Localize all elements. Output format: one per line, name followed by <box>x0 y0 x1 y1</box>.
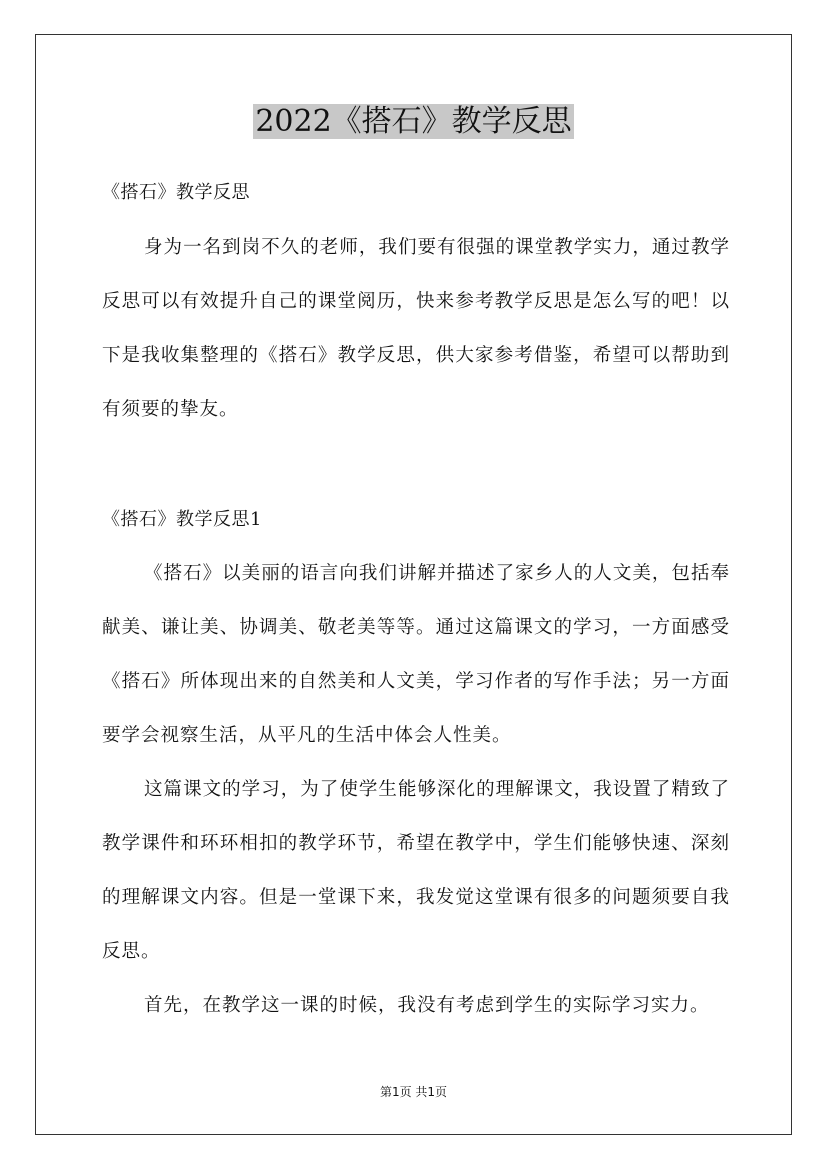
page-footer: 第1页 共1页 <box>379 1085 448 1099</box>
intro-heading: 《搭石》教学反思 <box>102 182 250 203</box>
document-title-text: 2022《搭石》教学反思 <box>255 104 572 139</box>
section1-paragraph-3: 首先，在教学这一课的时候，我没有考虑到学生的实际学习实力。 <box>144 995 710 1016</box>
intro-paragraph: 身为一名到岗不久的老师，我们要有很强的课堂教学实力，通过教学反思可以有效提升自己的课堂阅历，快来参考教学反思是怎么写的吧！以下是我收集整理的《搭石》教学反思，供大家参考借鉴，希望可以帮助到有须要的挚友。 <box>102 237 730 420</box>
section1-paragraph-2: 这篇课文的学习，为了使学生能够深化的理解课文，我设置了精致了教学课件和环环相扣的教学环节，希望在教学中，学生们能够快速、深刻的理解课文内容。但是一堂课下来，我发觉这堂课有很多的问题须要自我反思。 <box>102 779 730 962</box>
section1-paragraph-1: 《搭石》以美丽的语言向我们讲解并描述了家乡人的人文美，包括奉献美、谦让美、协调美、敬老美等等。通过这篇课文的学习，一方面感受《搭石》所体现出来的自然美和人文美，学习作者的写作手法；另一方面要学会视察生活，从平凡的生活中体会人性美。 <box>102 563 730 746</box>
document-title <box>0 100 827 144</box>
section1-heading: 《搭石》教学反思1 <box>102 509 262 530</box>
